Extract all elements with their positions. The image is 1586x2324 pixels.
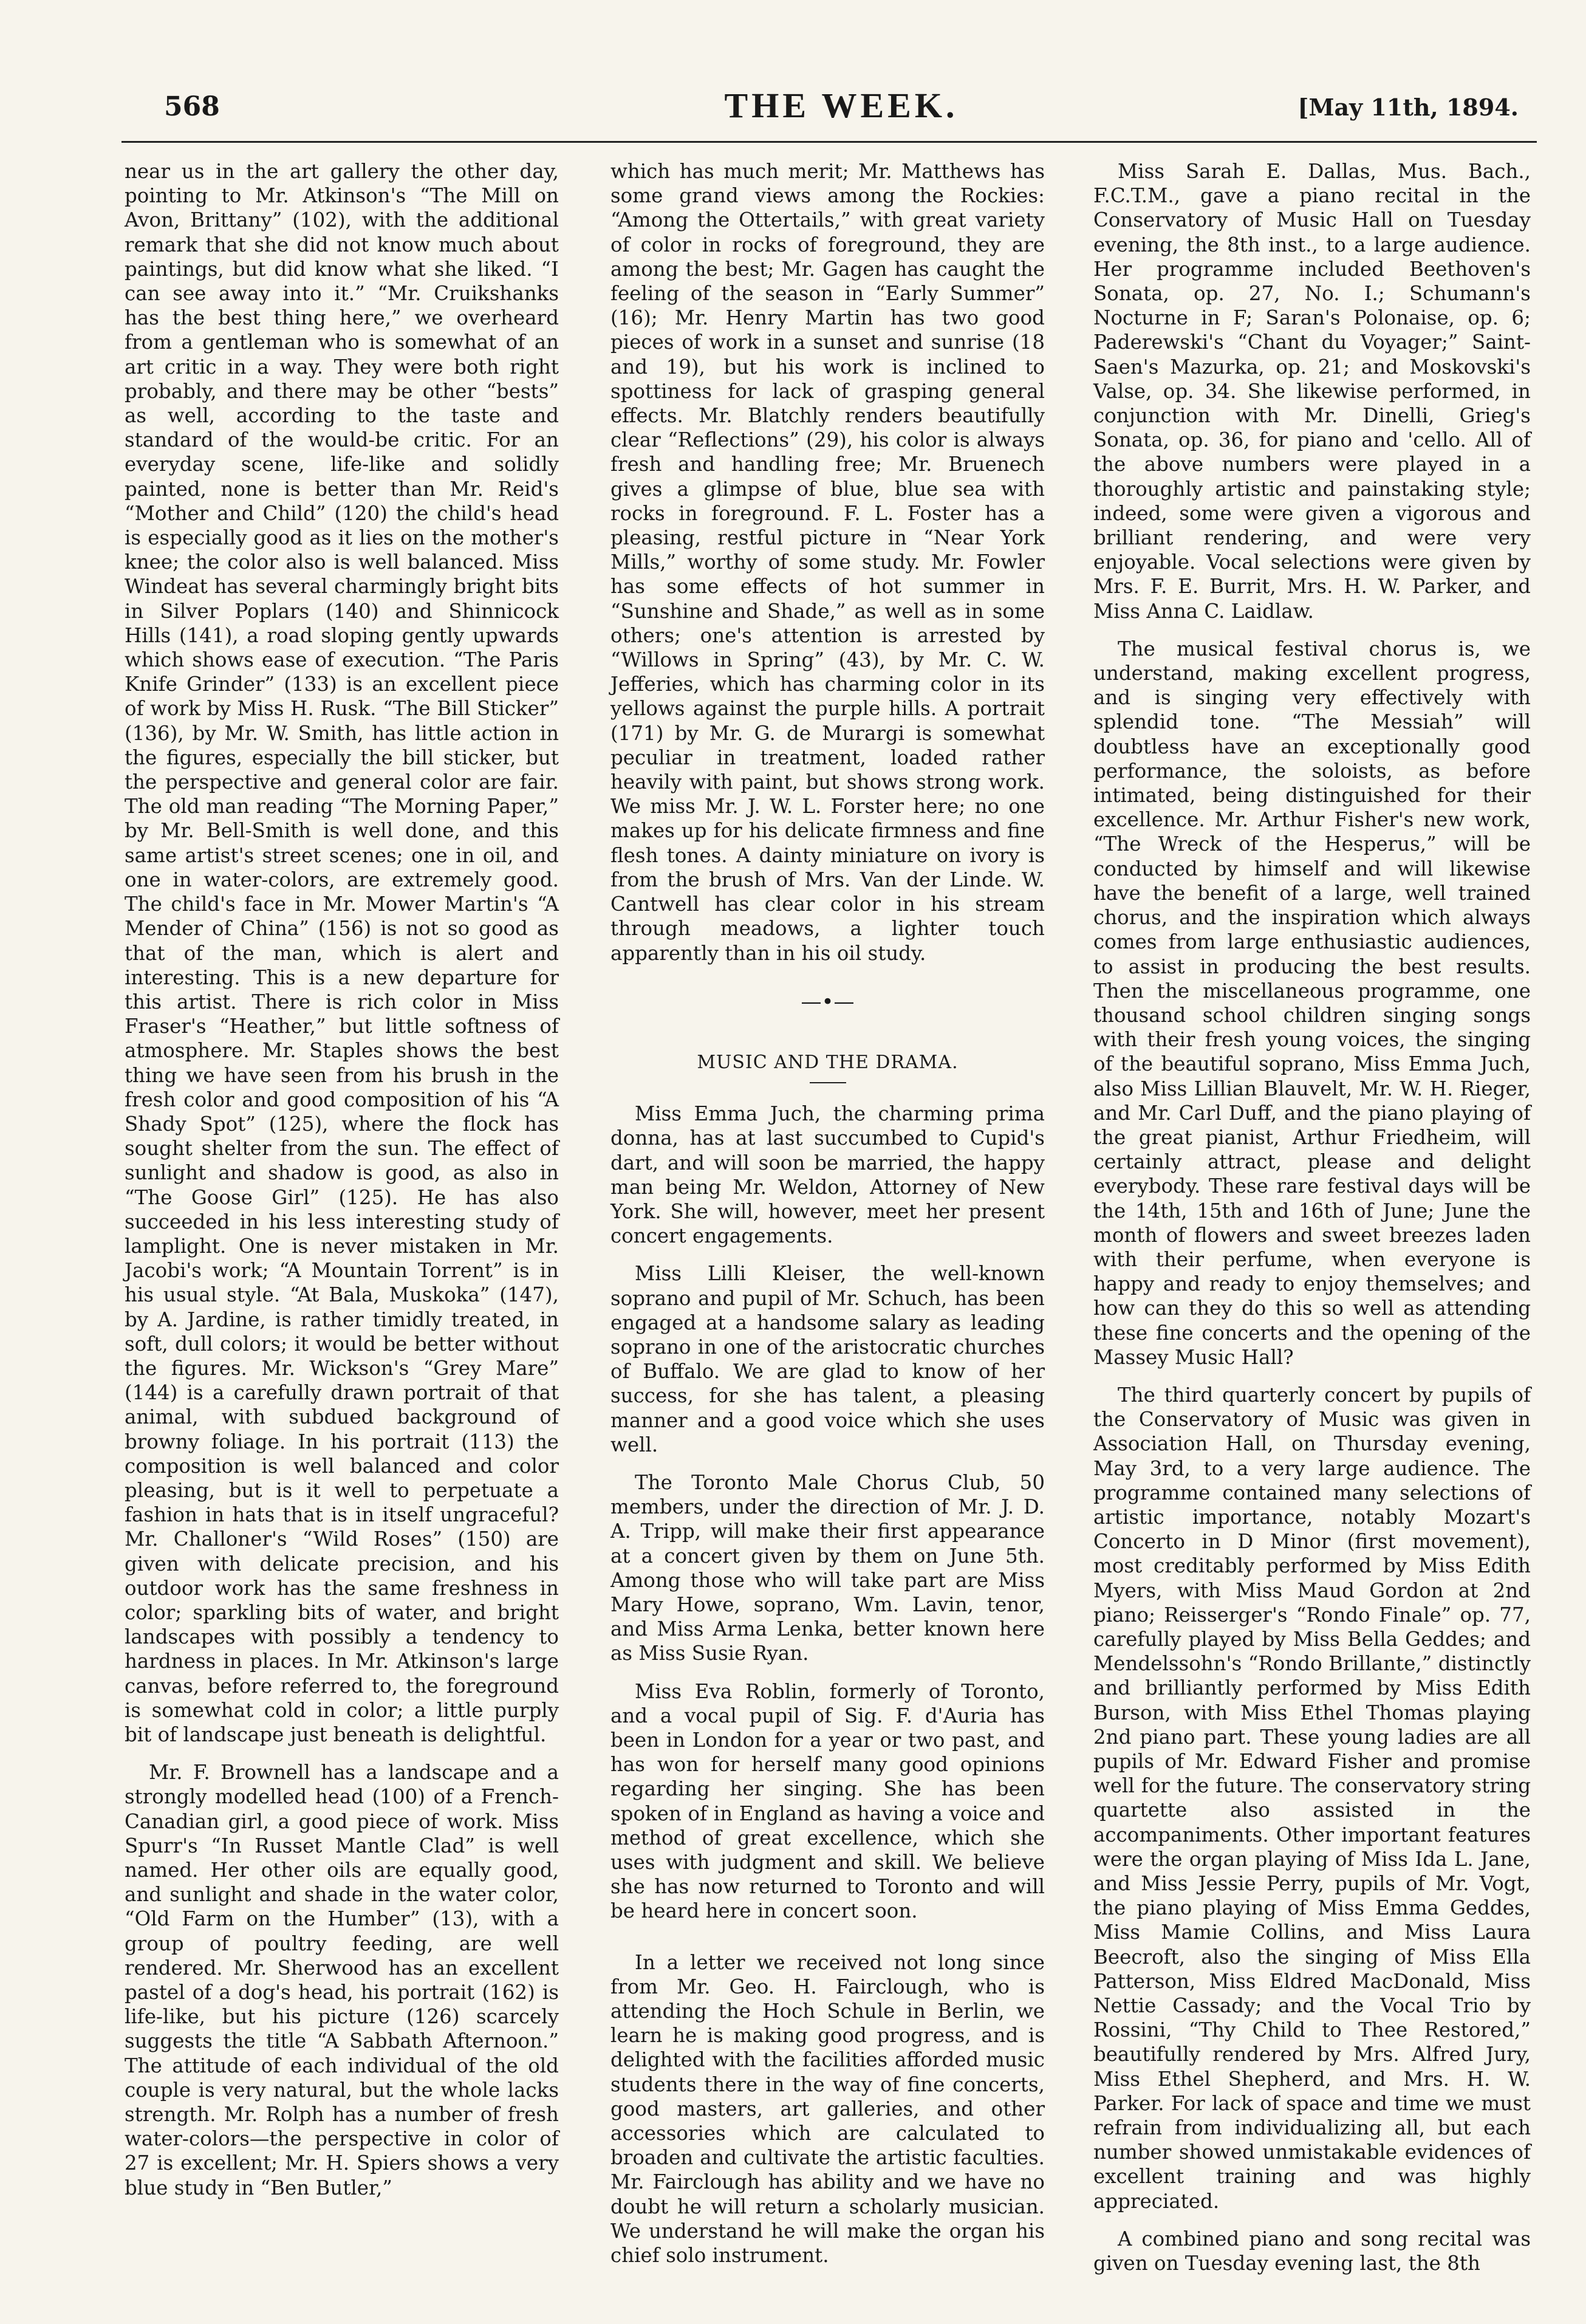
page-number: 568 <box>164 91 220 122</box>
section-ornament: —•— <box>801 989 855 1014</box>
music-paragraph: The third quarterly concert by pupils of the Conservatory of Music was given in Association Hall, on Thursday evening, May 3rd, to a very large audience. The programme contained many selections of artistic importance, notably Mozart's Concerto in D Minor (first movement), most creditably performed by Miss Edith Myers, with Miss Maud Gordon at 2nd piano; Reisserger's “Rondo Finale” op. 77, carefully played by Miss Bella Geddes; and Mendelssohn's “Rondo Brillante,” distinctly and brilliantly performed by Miss Edith Burson, with Miss Ethel Thomas playing 2nd piano part. These young ladies are all pupils of Mr. Edward Fisher and promise well for the future. The conservatory string quartette also assisted in the accompaniments. Other important features were the organ playing of Miss Ida L. Jane, and Miss Jessie Perry, pupils of Mr. Vogt, the piano playing of Miss Emma Geddes, Miss Mamie Collins, and Miss Laura Beecroft, also the singing of Miss Ella Patterson, Miss Eldred MacDonald, Miss Nettie Cassady; and the Vocal Trio by Rossini, “Thy Child to Thee Restored,” beautifully rendered by Mrs. Alfred Jury, Miss Ethel Shepherd, and Mrs. H. W. Parker. For lack of space and time we must refrain from individualizing all, but each number showed unmistakable evidences of excellent training and was highly appreciated. <box>1093 1383 1531 2213</box>
column-1 <box>125 159 559 2200</box>
header-rule <box>121 141 1537 143</box>
music-paragraph: Miss Emma Juch, the charming prima donna, has at last succumbed to Cupid's dart, and will soon be married, the happy man being Mr. Weldon, Attorney of New York. She will, however, meet her present concert engagements. <box>610 1102 1045 1248</box>
column-3 <box>1093 159 1531 2275</box>
music-paragraph: The musical festival chorus is, we understand, making excellent progress, and is singing very effectively with splendid tone. “The Messiah” will doubtless have an exceptionally good performance, the soloists, as before intimated, being distinguished for their excellence. Mr. Arthur Fisher's new work, “The Wreck of the Hesperus,” will be conducted by himself and will likewise have the benefit of a large, well trained chorus, and the inspiration which always comes from large enthusiastic audiences, to assist in producing the best results. Then the miscellaneous programme, one thousand school children singing songs with their fresh young voices, the singing of the beautiful soprano, Miss Emma Juch, also Miss Lillian Blauvelt, Mr. W. H. Rieger, and Mr. Carl Duff, and the piano playing of the great pianist, Arthur Friedheim, will certainly attract, please and delight everybody. These rare festival days will be the 14th, 15th and 16th of June; June the month of flowers and sweet breezes laden with their perfume, when everyone is happy and ready to enjoy themselves; and how can they do this so well as attending these fine concerts and the opening of the Massey Music Hall? <box>1093 637 1531 1369</box>
music-paragraph: Miss Eva Roblin, formerly of Toronto, and a vocal pupil of Sig. F. d'Auria has been in London for a year or two past, and has won for herself many good opinions regarding her singing. She has been spoken of in England as having a voice and method of great excellence, which she uses with judgment and skill. We believe she has now returned to Toronto and will be heard here in concert soon. <box>610 1679 1045 1923</box>
music-paragraph: Miss Sarah E. Dallas, Mus. Bach., F.C.T.M., gave a piano recital in the Conservatory of Music Hall on Tuesday evening, the 8th inst., to a large audience. Her programme included Beethoven's Sonata, op. 27, No. I.; Schumann's Nocturne in F; Saran's Polonaise, op. 6; Paderewski's “Chant du Voyager;” Saint-Saen's Mazurka, op. 21; and Moskovski's Valse, op. 34. She likewise performed, in conjunction with Mr. Dinelli, Grieg's Sonata, op. 36, for piano and 'cello. All of the above numbers were played in a thoroughly artistic and painstaking style; indeed, some were given a vigorous and brilliant rendering, and were very enjoyable. Vocal selections were given by Mrs. F. E. Burrit, Mrs. H. W. Parker, and Miss Anna C. Laidlaw. <box>1093 160 1531 623</box>
journal-title: THE WEEK. <box>724 86 959 125</box>
column-2 <box>610 159 1045 2267</box>
section-heading: MUSIC AND THE DRAMA. <box>697 1051 959 1073</box>
music-paragraph: In a letter we received not long since from Mr. Geo. H. Fairclough, who is attending the Hoch Schule in Berlin, we learn he is making good progress, and is delighted with the facilities afforded music students there in the way of fine concerts, good masters, art galleries, and other accessories which are calculated to broaden and cultivate the artistic faculties. Mr. Fairclough has ability and we have no doubt he will return a scholarly musician. We understand he will make the organ his chief solo instrument. <box>610 1950 1045 2267</box>
art-review-paragraph: Mr. F. Brownell has a landscape and a strongly modelled head (100) of a French-Canadian girl, a good piece of work. Miss Spurr's “In Russet Mantle Clad” is well named. Her other oils are equally good, and sunlight and shade in the water color, “Old Farm on the Humber” (13), with a group of poultry feeding, are well rendered. Mr. Sherwood has an excellent pastel of a dog's head, his portrait (162) is life-like, but his picture (126) scarcely suggests the title “A Sabbath Afternoon.” The attitude of each individual of the old couple is very natural, but the whole lacks strength. Mr. Rolph has a number of fresh water-colors—the perspective in color of 27 is excellent; Mr. H. Spiers shows a very blue study in “Ben Butler,” <box>125 1761 559 2199</box>
art-review-paragraph: which has much merit; Mr. Matthews has some grand views among the Rockies: “Among the Ottertails,” with great variety of color in rocks of foreground, they are among the best; Mr. Gagen has caught the feeling of the season in “Early Summer” (16); Mr. Henry Martin has two good pieces of work in a sunset and sunrise (18 and 19), but his work is inclined to spottiness for lack of grasping general effects. Mr. Blatchly renders beautifully clear “Reflections” (29), his color is always fresh and handling free; Mr. Bruenech gives a glimpse of blue, blue sea with rocks in foreground. F. L. Foster has a pleasing, restful picture in “Near York Mills,” worthy of some study. Mr. Fowler has some effects of hot summer in “Sunshine and Shade,” as well as in some others; one's attention is arrested by “Willows in Spring” (43), by Mr. C. W. Jefferies, which has charming color in its yellows against the purple hills. A portrait (171) by Mr. G. de Murargi is somewhat peculiar in treatment, loaded rather heavily with paint, but shows strong work. We miss Mr. J. W. L. Forster here; no one makes up for his delicate firmness and fine flesh tones. A dainty miniature on ivory is from the brush of Mrs. Van der Linde. W. Cantwell has clear color in his stream through meadows, a lighter touch apparently than in his oil study. <box>610 160 1045 965</box>
music-paragraph: A combined piano and song recital was given on Tuesday evening last, the 8th <box>1093 2227 1531 2275</box>
music-paragraph: Miss Lilli Kleiser, the well-known soprano and pupil of Mr. Schuch, has been engaged at a handsome salary as leading soprano in one of the aristocratic churches of Buffalo. We are glad to know of her success, for she has talent, a pleasing manner and a good voice which she uses well. <box>610 1262 1045 1456</box>
issue-date: [May 11th, 1894. <box>1297 94 1519 121</box>
music-paragraph: The Toronto Male Chorus Club, 50 members, under the direction of Mr. J. D. A. Tripp, will make their first appearance at a concert given by them on June 5th. Among those who will take part are Miss Mary Howe, soprano, Wm. Lavin, tenor, and Miss Arma Lenka, better known here as Miss Susie Ryan. <box>610 1470 1045 1665</box>
art-review-paragraph: near us in the art gallery the other day, pointing to Mr. Atkinson's “The Mill on Avon, Brittany” (102), with the additional remark that she did not know much about paintings, but did know what she liked. “I can see away into it.” “Mr. Cruikshanks has the best thing here,” we overheard from a gentleman who is somewhat of an art critic in a way. They were both right probably, and there may be other “bests” as well, according to the taste and standard of the would-be critic. For an everyday scene, life-like and solidly painted, none is better than Mr. Reid's “Mother and Child” (120) the child's head is especially good as it lies on the mother's knee; the color also is well balanced. Miss Windeat has several charmingly bright bits in Silver Poplars (140) and Shinnicock Hills (141), a road sloping gently upwards which shows ease of execution. “The Paris Knife Grinder” (133) is an excellent piece of work by Miss H. Rusk. “The Bill Sticker” (136), by Mr. W. Smith, has little action in the figures, especially the bill sticker, but the perspective and general color are fair. The old man reading “The Morning Paper,” by Mr. Bell-Smith is well done, and this same artist's street scenes; one in oil, and one in water-colors, are extremely good. The child's face in Mr. Mower Martin's “A Mender of China” (156) is not so good as that of the man, which is alert and interesting. This is a new departure for this artist. There is rich color in Miss Fraser's “Heather,” but little softness of atmosphere. Mr. Staples shows the best thing we have seen from his brush in the fresh color and good composition of his “A Shady Spot” (125), where the flock has sought shelter from the sun. The effect of sunlight and shadow is good, as also in “The Goose Girl” (125). He has also succeeded in his less interesting study of lamplight. One is never mistaken in Mr. Jacobi's work; “A Mountain Torrent” is in his usual style. “At Bala, Muskoka” (147), by A. Jardine, is rather timidly treated, in soft, dull colors; it would be better without the figures. Mr. Wickson's “Grey Mare” (144) is a carefully drawn portrait of that animal, with subdued background of browny foliage. In his portrait (113) the composition is well balanced and color pleasing, but is it well to perpetuate a fashion in hats that is in itself ungraceful? Mr. Challoner's “Wild Roses” (150) are given with delicate precision, and his outdoor work has the same freshness in color; sparkling bits of water, and bright landscapes with possibly a tendency to hardness in places. In Mr. Atkinson's large canvas, before referred to, the foreground is somewhat cold in color; a little purply bit of landscape just beneath is delightful. <box>125 160 559 1746</box>
heading-rule <box>810 1082 846 1083</box>
page-header <box>164 85 1519 134</box>
